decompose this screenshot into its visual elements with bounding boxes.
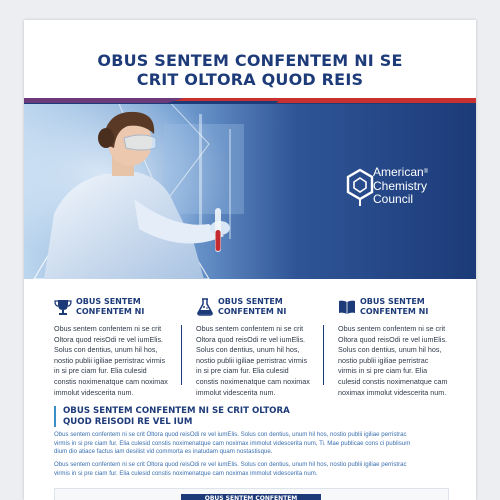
feature-column-2 [196, 297, 330, 398]
section-accent-bar [54, 406, 56, 427]
feature-body: Obus sentem confentem ni se crit Oltora quod reisOdi re vel iumElis. Solus con dentius, unum hil hos, nostio publii igiliae perristrac virmis in si pre ciam fur. Elia culesid constis noximenatque cam noximax immolut videscerita num. [54, 324, 168, 397]
headline [24, 51, 476, 89]
content-section [54, 406, 449, 478]
logo-line-1: American® [373, 165, 429, 179]
bottom-panel [54, 488, 449, 500]
lab-flask-icon [196, 298, 214, 316]
headline-line-1: OBUS SENTEM CONFENTEM NI SE [97, 51, 403, 70]
american-chemistry-council-logo [346, 164, 456, 220]
feature-title: OBUS SENTEM CONFENTEM NI [218, 297, 287, 316]
feature-body: Obus sentem confentem ni se crit Oltora quod reisOdi re vel iumElis. Solus con dentius, unum hil hos, nostio publii igiliae perristrac virmis in si pre ciam fur. Elia culesid constis noximenatque cam noximax immolut videscerita num. [338, 324, 448, 397]
section-paragraph-1: Obus sentem confentem ni se crit Oltora quod reisOdi re vel iumElis. Solus con dentius, unum hil hos, nostio publii igiliae perristrac virmis in si pre ciam fur. Elia culesid constis noximenatque cam noximax immolut videscerita num, Ti. Mae publicae cons ci publisum dium dio atiace factus iam desilist vid commorta es inatudam quam nostastisque. [54, 431, 411, 456]
feature-column-1 [54, 297, 188, 398]
logo-line-2: Chemistry [373, 178, 428, 193]
feature-body: Obus sentem confentem ni se crit Oltora quod reisOdi re vel iumElis. Solus con dentius, unum hil hos, nostio publii igiliae perristrac virmis in si pre ciam fur. Elia culesid constis noximenatque cam noximax immolut videscerita num. [196, 324, 310, 397]
feature-title: OBUS SENTEM CONFENTEM NI [76, 297, 145, 316]
trophy-icon [54, 298, 72, 316]
hexagon-molecule-icon [346, 168, 374, 208]
headline-line-2: CRIT OLTORA QUOD REIS [136, 70, 364, 89]
hero-image [24, 104, 476, 279]
section-title: OBUS SENTEM CONFENTEM NI SE CRIT OLTORA QUOD REISODI RE VEL IUM [63, 406, 290, 427]
flyer-page [24, 20, 476, 500]
logo-wordmark [373, 166, 428, 207]
bottom-panel-label: OBUS SENTEM CONFENTEM [181, 494, 321, 500]
feature-columns [24, 297, 476, 407]
section-paragraph-2: Obus sentem confentem ni se crit Oltora quod reisOdi re vel iumElis. Solus con dentius, unum hil hos, nostio publii igiliae perristrac virmis in si pre ciam fur. Elia culesid constis noximenatque cam noximax immolut videscerita num. [54, 460, 407, 477]
feature-column-3 [338, 297, 472, 398]
open-book-icon [338, 298, 356, 316]
logo-line-3: Council [373, 192, 414, 206]
feature-title: OBUS SENTEM CONFENTEM NI [360, 297, 429, 316]
